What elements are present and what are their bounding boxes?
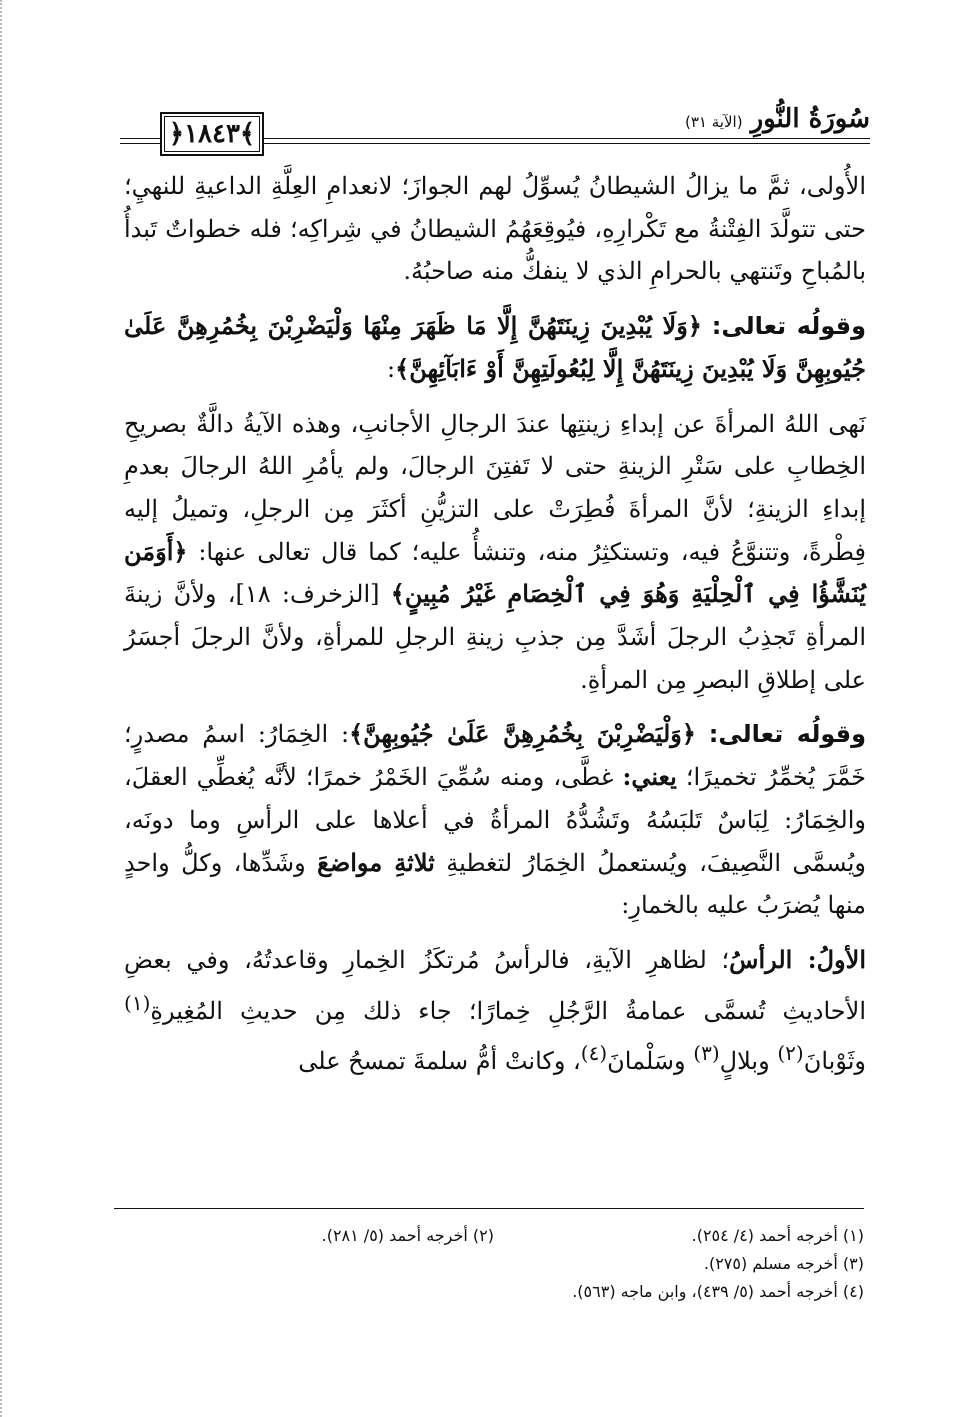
paragraph-text: غطَّى، ومنه سُمِّيَ الخَمْرُ خمرًا؛ لأنَّه يُغطِّي العقلَ، والخِمَارُ: لِبَاسٌ تَلبَسُهُ وتَشُدُّهُ المرأةُ في أعلاها على الرأسِ وما دونَه، ويُسمَّى النَّصِيفَ، ويُستعملُ الخِمَارُ لتغطيةِ (124, 763, 866, 877)
quran-verse: ﴿أَوَمَن يُنَشَّؤُا فِي ٱلْحِلْيَةِ وَهُوَ فِي ٱلْخِصَامِ غَيْرُ مُبِينٍ﴾ (124, 536, 866, 609)
paragraph-text: وبلالٍ (719, 1047, 770, 1076)
header-title (675, 104, 870, 138)
paragraph-text: وشَدِّها، وكلُّ واحدٍ منها يُضرَبُ عليه بالخمارِ: (124, 848, 866, 920)
paragraph-text: : (387, 354, 396, 383)
footnote-3: (٣) أخرجه مسلم (٢٧٥). (703, 1254, 864, 1273)
footnote-marker[interactable]: (٢) (777, 1041, 804, 1066)
bold-term: الأولُ: الرأسُ (729, 944, 866, 974)
paragraph-5 (124, 939, 866, 1083)
footnote-1: (١) أخرجه أحمد (٤/ ٢٥٤). (691, 1226, 864, 1245)
page-number: ﴿١٨٤٣﴾ (160, 112, 264, 156)
main-text (124, 165, 866, 1095)
paragraph-text: ، ولأنَّ زينةَ المرأةِ تَجذِبُ الرجلَ أشَدَّ مِن جذبِ زينةِ الرجلِ للمرأةِ، ولأنَّ الرجلَ أجسَرُ على إطلاقِ البصرِ مِن المرأةِ. (124, 580, 866, 694)
footnote-divider (114, 1208, 864, 1209)
footnote-row (124, 1222, 864, 1250)
paragraph-2 (124, 305, 866, 390)
verse-reference: [الزخرف: ١٨] (235, 580, 380, 609)
paragraph-text: وثَوْبانَ (803, 1047, 866, 1076)
bold-term: يعني: (622, 762, 677, 792)
paragraph-text: : الخِمَارُ: اسمُ مصدرٍ؛ خَمَّرَ يُخمِّرُ تخميرًا؛ (124, 720, 867, 792)
footnote-marker[interactable]: (٣) (693, 1041, 720, 1066)
footnote-2: (٢) أخرجه أحمد (٥/ ٢٨١). (321, 1226, 494, 1245)
paragraph-text: ، وكانتْ أمُّ سلمةَ تمسحُ على (298, 1047, 581, 1076)
binding-edge (0, 0, 10, 1417)
paragraph-4 (124, 713, 866, 927)
paragraph-text: وسَلْمانَ (607, 1047, 686, 1076)
footnotes (124, 1222, 864, 1306)
quran-verse: ﴿وَلْيَضْرِبْنَ بِخُمُرِهِنَّ عَلَىٰ جُيُوبِهِنَّ﴾ (349, 719, 696, 749)
paragraph-1 (124, 165, 866, 293)
paragraph-lead: وقولُه تعالى: (711, 312, 866, 341)
footnote-4: (٤) أخرجه أحمد (٥/ ٤٣٩)، وابن ماجه (٥٦٣). (572, 1282, 864, 1301)
paragraph-text: الأُولى، ثمَّ ما يزالُ الشيطانُ يُسوِّلُ لهم الجوازَ؛ لانعدامِ العِلَّةِ الداعيةِ للنهيِ؛ حتى تتولَّدَ الفِتْنةُ مع تَكْرارِهِ، فيُوقِعَهُمُ الشيطانُ في شِراكِه؛ فله خطواتٌ تَبدأُ بالمُباحِ وتَنتهي بالحرامِ الذي لا ينفكُّ منه صاحبُهُ. (124, 172, 866, 286)
paragraph-text: نَهى اللهُ المرأةَ عن إبداءِ زينتِها عندَ الرجالِ الأجانبِ، وهذه الآيةُ دالَّةٌ بصريحِ الخِطابِ على سَتْرِ الزينةِ حتى لا تَفتِنَ الرجالَ، ولم يأمُرِ اللهُ الرجالَ بعدمِ إبداءِ الزينةِ؛ لأنَّ المرأةَ فُطِرَتْ على التزيُّنِ أكثَرَ مِن الرجلِ، وتميلُ إليه فِطْرةً، وتتنوَّعُ فيه، وتستكثِرُ منه، وتنشأُ عليه؛ كما قال تعالى عنها: (124, 409, 866, 566)
quran-verse: ﴿وَلَا يُبْدِينَ زِينَتَهُنَّ إِلَّا مَا ظَهَرَ مِنْهَا وَلْيَضْرِبْنَ بِخُمُرِهِنَّ عَلَىٰ جُيُوبِهِنَّ وَلَا يُبْدِينَ زِينَتَهُنَّ إِلَّا لِبُعُولَتِهِنَّ أَوْ ءَابَآئِهِنَّ﴾ (124, 311, 866, 383)
bold-term: ثلاثةِ مواضعَ (317, 847, 435, 877)
surah-name: سُورَةُ النُّورِ (750, 104, 870, 134)
paragraph-3 (124, 403, 866, 702)
footnote-marker[interactable]: (١) (124, 990, 151, 1015)
footnote-marker[interactable]: (٤) (580, 1041, 608, 1066)
ayah-reference: (الآية ٣١) (685, 113, 743, 131)
paragraph-text: ؛ لظاهرِ الآيةِ، فالرأسُ مُرتكَزُ الخِمارِ وقاعدتُهُ، وفي بعضِ الأحاديثِ تُسمَّى عمامةُ الرَّجُلِ خِمارًا؛ جاء ذلك مِن حديثِ المُغِيرةِ (124, 945, 866, 1025)
paragraph-lead: وقولُه تعالى: (708, 720, 867, 749)
page-header (120, 100, 870, 150)
